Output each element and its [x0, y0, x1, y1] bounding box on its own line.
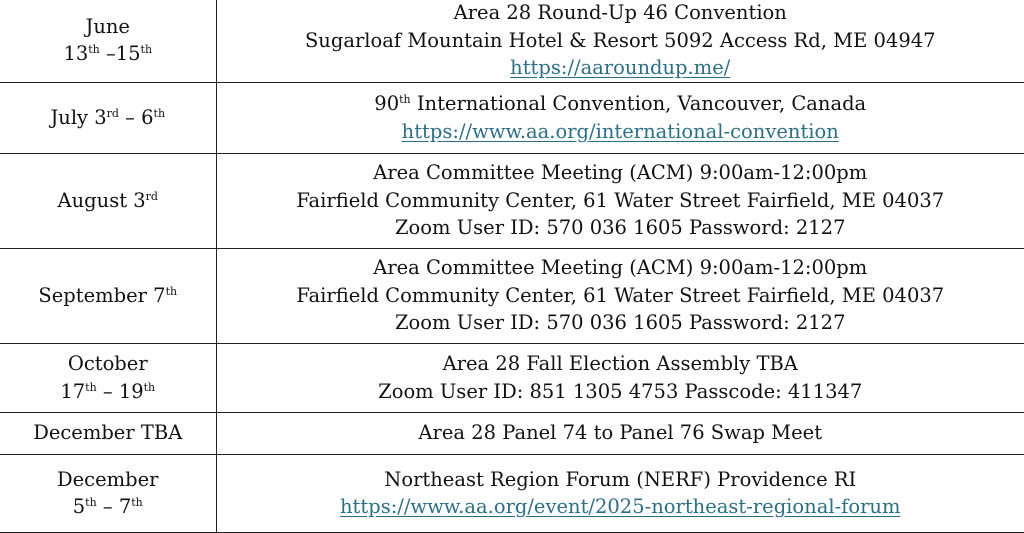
event-date-line	[0, 104, 216, 132]
event-date-line	[0, 282, 216, 310]
event-detail-line: Sugarloaf Mountain Hotel & Resort 5092 Access Rd, ME 04947	[217, 27, 1024, 55]
event-row	[0, 343, 1024, 412]
date-text: 17	[60, 380, 85, 403]
event-detail-line: Northeast Region Forum (NERF) Providence RI	[217, 466, 1024, 494]
event-details	[216, 248, 1024, 343]
date-text: – 7	[97, 495, 132, 518]
event-detail-line: Area 28 Round-Up 46 Convention	[217, 0, 1024, 27]
event-details	[216, 412, 1024, 454]
event-row	[0, 454, 1024, 532]
event-date-line	[0, 350, 216, 378]
date-text: August 3	[58, 189, 146, 212]
event-link-line	[217, 118, 1024, 146]
event-date	[0, 412, 216, 454]
event-date-line	[0, 493, 216, 521]
ordinal-suffix: th	[131, 496, 143, 509]
event-date	[0, 248, 216, 343]
event-date-line	[0, 187, 216, 215]
event-row	[0, 248, 1024, 343]
date-text: 5	[73, 495, 85, 518]
date-text: December	[57, 468, 158, 491]
ordinal-suffix: th	[144, 381, 156, 394]
date-text: June	[86, 15, 130, 38]
ordinal-suffix: th	[88, 43, 100, 56]
event-link-line	[217, 493, 1024, 521]
event-detail-line: Area Committee Meeting (ACM) 9:00am-12:00pm	[217, 254, 1024, 282]
event-date	[0, 0, 216, 82]
detail-text: International Convention, Vancouver, Canada	[411, 92, 867, 115]
event-date	[0, 153, 216, 248]
event-row	[0, 82, 1024, 153]
event-row	[0, 412, 1024, 454]
event-details	[216, 0, 1024, 82]
ordinal-suffix: th	[85, 381, 97, 394]
event-date	[0, 454, 216, 532]
event-detail-line: Area 28 Fall Election Assembly TBA	[217, 350, 1024, 378]
date-text: – 6	[119, 106, 154, 129]
date-text: December TBA	[33, 421, 182, 444]
event-details	[216, 82, 1024, 153]
event-link[interactable]: https://www.aa.org/event/2025-northeast-regional-forum	[340, 495, 901, 518]
ordinal-suffix: th	[154, 107, 166, 120]
date-text: October	[68, 352, 148, 375]
detail-text: 90	[374, 92, 399, 115]
event-date-line	[0, 419, 216, 447]
ordinal-suffix: th	[166, 285, 178, 298]
event-detail-line: Zoom User ID: 851 1305 4753 Passcode: 411347	[217, 378, 1024, 406]
ordinal-suffix: th	[141, 43, 153, 56]
ordinal-suffix: rd	[146, 190, 158, 203]
ordinal-suffix: th	[85, 496, 97, 509]
ordinal-suffix: th	[399, 93, 411, 106]
event-date-line	[0, 466, 216, 494]
event-link[interactable]: https://www.aa.org/international-convention	[402, 120, 839, 143]
event-date-line	[0, 13, 216, 41]
event-detail-line: Area Committee Meeting (ACM) 9:00am-12:00pm	[217, 159, 1024, 187]
event-detail-line: Area 28 Panel 74 to Panel 76 Swap Meet	[217, 419, 1024, 447]
date-text: – 19	[97, 380, 144, 403]
event-details	[216, 454, 1024, 532]
event-detail-line: Zoom User ID: 570 036 1605 Password: 2127	[217, 309, 1024, 337]
event-row	[0, 153, 1024, 248]
date-text: September 7	[38, 284, 165, 307]
event-detail-line: Fairfield Community Center, 61 Water Street Fairfield, ME 04037	[217, 282, 1024, 310]
event-date-line	[0, 378, 216, 406]
event-row	[0, 0, 1024, 82]
event-detail-line: Zoom User ID: 570 036 1605 Password: 2127	[217, 214, 1024, 242]
event-link-line	[217, 54, 1024, 82]
event-detail-line	[217, 90, 1024, 118]
event-date	[0, 343, 216, 412]
event-date	[0, 82, 216, 153]
event-details	[216, 343, 1024, 412]
ordinal-suffix: rd	[107, 107, 119, 120]
date-text: 13	[63, 42, 88, 65]
date-text: –15	[100, 42, 141, 65]
event-link[interactable]: https://aaroundup.me/	[510, 56, 730, 79]
event-date-line	[0, 40, 216, 68]
date-text: July 3	[50, 106, 106, 129]
event-details	[216, 153, 1024, 248]
event-detail-line: Fairfield Community Center, 61 Water Street Fairfield, ME 04037	[217, 187, 1024, 215]
